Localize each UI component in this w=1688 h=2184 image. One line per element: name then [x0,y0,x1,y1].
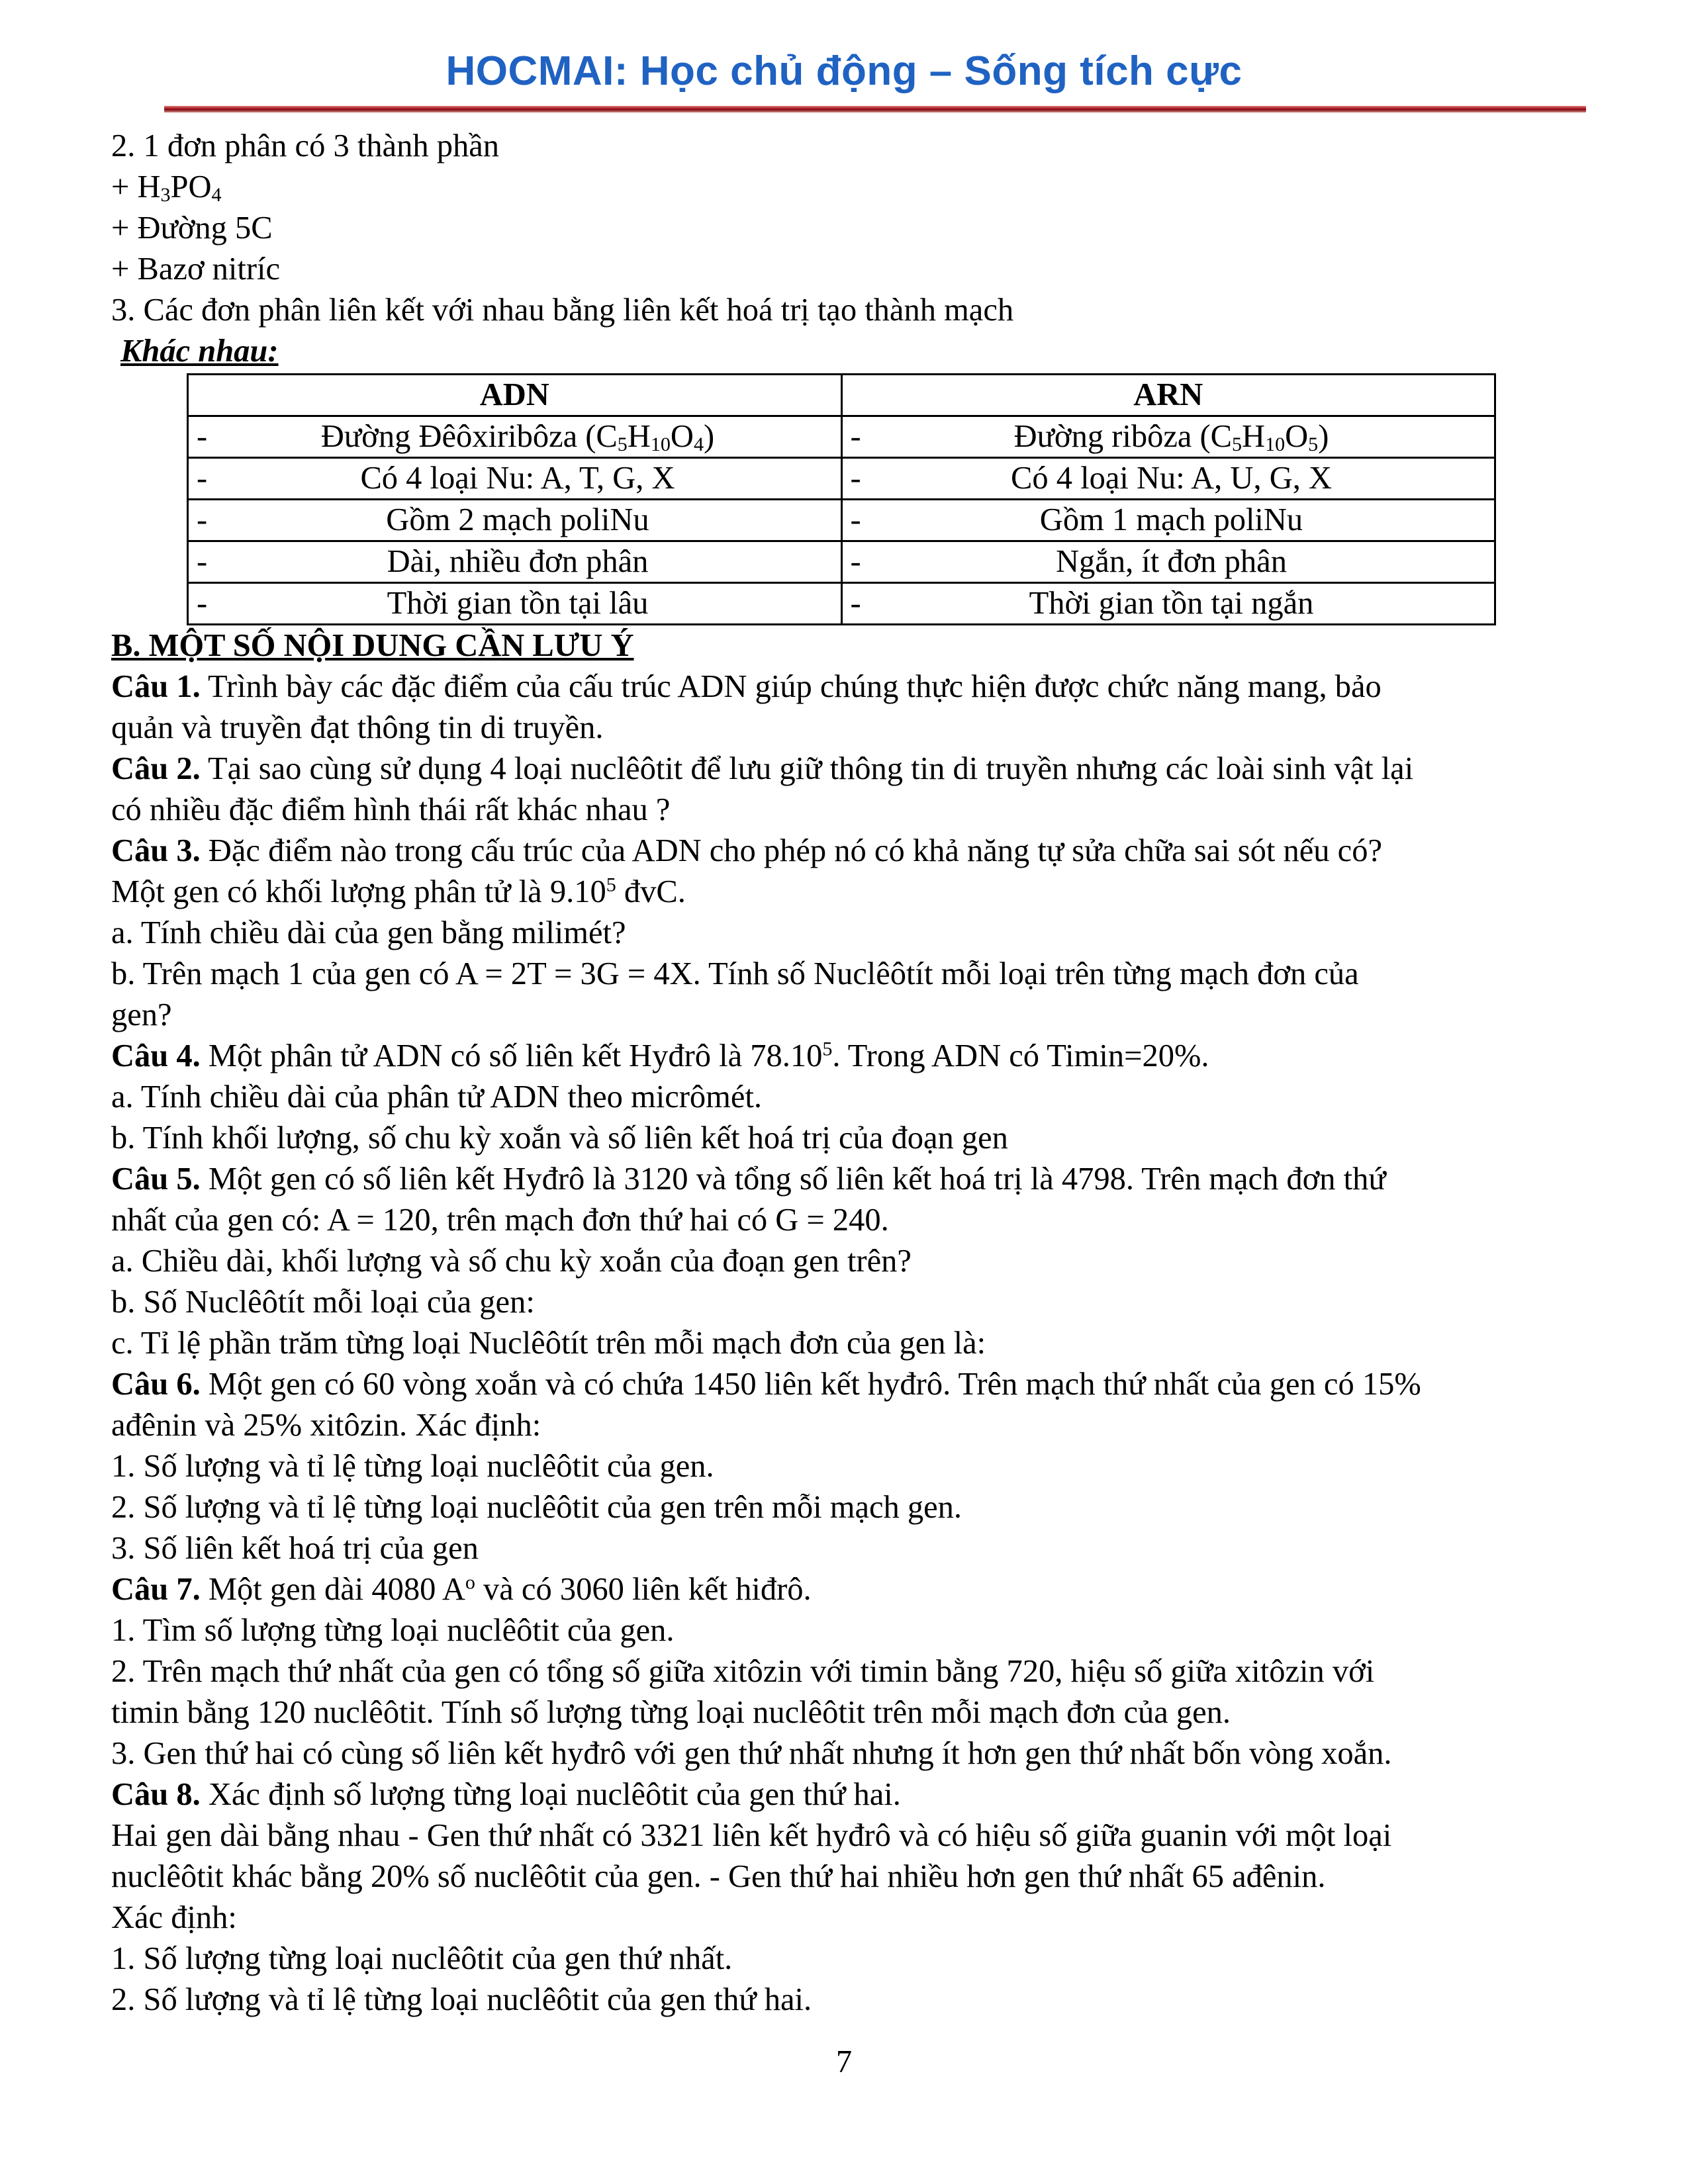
table-cell-arn: - Gồm 1 mạch poliNu [841,500,1495,541]
table-cell-arn: - Thời gian tồn tại ngắn [841,583,1495,625]
question-5-c: c. Tỉ lệ phần trăm từng loại Nuclêôtít trên mỗi mạch đơn của gen là: [111,1326,986,1361]
table-row [188,416,1495,458]
table-cell-adn: - Gồm 2 mạch poliNu [188,500,842,541]
table-header-arn: ARN [841,375,1495,416]
khac-nhau-heading: Khác nhau: [120,334,279,369]
table-cell-arn: - Ngắn, ít đơn phân [841,541,1495,583]
table-cell-adn: - Đường Đêôxiribôza $(C_5H_{10}O_4)$ [188,416,842,458]
intro-line-base: + Bazơ nitríc [111,251,281,287]
table-row [188,458,1495,500]
question-6-item-3: 3. Số liên kết hoá trị của gen [111,1531,479,1566]
question-4: Câu 4. Một phân tử ADN có số liên kết Hyđrô là 78.10$^5$. Trong ADN có Timin=20%. [111,1037,1209,1073]
question-3-mass: Một gen có khối lượng phân tử là 9.10$^5$ đvC. [111,873,686,909]
section-b-heading: B. MỘT SỐ NỘI DUNG CẦN LƯU Ý [111,628,634,663]
page-number: 7 [835,2044,853,2079]
question-6-cont: ađênin và 25% xitôzin. Xác định: [111,1408,541,1443]
table-header-adn: ADN [188,375,842,416]
question-4-a: a. Tính chiều dài của phân tử ADN theo micrômét. [111,1079,763,1115]
table-row [188,500,1495,541]
question-3: Câu 3. Đặc điểm nào trong cấu trúc của ADN cho phép nó có khả năng tự sửa chữa sai sót nếu có? [111,833,1382,868]
table-cell-adn: - Thời gian tồn tại lâu [188,583,842,625]
table-cell-adn: - Dài, nhiều đơn phân [188,541,842,583]
table-header-row [188,375,1495,416]
question-4-b: b. Tính khối lượng, số chu kỳ xoắn và số liên kết hoá trị của đoạn gen [111,1120,1008,1156]
question-8-para-1: Hai gen dài bằng nhau - Gen thứ nhất có 3321 liên kết hyđrô và có hiệu số giữa guanin với một loại [111,1818,1392,1853]
question-8-para-2: nuclêôtit khác bằng 20% số nuclêôtit của gen. - Gen thứ hai nhiều hơn gen thứ nhất 65 ađênin. [111,1859,1326,1894]
question-7-item-2: 2. Trên mạch thứ nhất của gen có tổng số giữa xitôzin với timin bằng 720, hiệu số giữa xitôzin với [111,1654,1375,1689]
table-cell-arn: - Đường ribôza $(C_5H_{10}O_5)$ [841,416,1495,458]
question-3-b-cont: gen? [111,997,172,1032]
table-row [188,583,1495,625]
question-7: Câu 7. Một gen dài 4080 $A^o$ và có 3060 liên kết hiđrô. [111,1570,812,1607]
question-5-cont: nhất của gen có: A = 120, trên mạch đơn thứ hai có G = 240. [111,1203,889,1238]
intro-line-3: 3. Các đơn phân liên kết với nhau bằng liên kết hoá trị tạo thành mạch [111,293,1014,328]
intro-line-1: 2. 1 đơn phân có 3 thành phần [111,128,499,163]
question-7-item-3: 3. Gen thứ hai có cùng số liên kết hyđrô với gen thứ nhất nhưng ít hơn gen thứ nhất bốn vòng xoắn. [111,1736,1392,1771]
question-8: Câu 8. Xác định số lượng từng loại nuclêôtit của gen thứ hai. [111,1777,901,1812]
intro-line-sugar: + Đường 5C [111,210,273,246]
question-7-item-1: 1. Tìm số lượng từng loại nuclêôtit của gen. [111,1613,675,1648]
table-row [188,541,1495,583]
question-1: Câu 1. Trình bày các đặc điểm của cấu trúc ADN giúp chúng thực hiện được chức năng mang, bảo [111,669,1382,704]
table-cell-adn: - Có 4 loại Nu: A, T, G, X [188,458,842,500]
formula-h3po4: + $H_3PO_4$ [111,169,222,206]
question-6: Câu 6. Một gen có 60 vòng xoắn và có chứa 1450 liên kết hyđrô. Trên mạch thứ nhất của gen có 15% [111,1367,1421,1402]
comparison-table [187,373,1496,625]
document-body [111,126,1582,2021]
question-8-para-3: Xác định: [111,1900,237,1935]
question-5-b: b. Số Nuclêôtít mỗi loại của gen: [111,1285,535,1320]
question-5: Câu 5. Một gen có số liên kết Hyđrô là 3120 và tổng số liên kết hoá trị là 4798. Trên mạch đơn thứ [111,1161,1386,1197]
table-cell-arn: - Có 4 loại Nu: A, U, G, X [841,458,1495,500]
page-header-title: HOCMAI: Học chủ động – Sống tích cực [445,48,1243,94]
question-3-b: b. Trên mạch 1 của gen có A = 2T = 3G = 4X. Tính số Nuclêôtít mỗi loại trên từng mạch đơn của [111,956,1359,991]
question-8-item-2: 2. Số lượng và tỉ lệ từng loại nuclêôtit của gen thứ hai. [111,1982,812,2017]
header-divider [164,106,1586,113]
question-1-cont: quản và truyền đạt thông tin di truyền. [111,710,604,745]
question-2: Câu 2. Tại sao cùng sử dụng 4 loại nuclêôtit để lưu giữ thông tin di truyền nhưng các loài sinh vật lại [111,751,1414,786]
question-3-a: a. Tính chiều dài của gen bằng milimét? [111,915,626,950]
question-7-item-2-cont: timin bằng 120 nuclêôtit. Tính số lượng từng loại nuclêôtit trên mỗi mạch đơn của gen. [111,1695,1231,1730]
question-2-cont: có nhiều đặc điểm hình thái rất khác nhau ? [111,792,671,827]
question-6-item-2: 2. Số lượng và tỉ lệ từng loại nuclêôtit của gen trên mỗi mạch gen. [111,1490,962,1525]
question-6-item-1: 1. Số lượng và tỉ lệ từng loại nuclêôtit của gen. [111,1449,714,1484]
question-5-a: a. Chiều dài, khối lượng và số chu kỳ xoắn của đoạn gen trên? [111,1244,912,1279]
question-8-item-1: 1. Số lượng từng loại nuclêôtit của gen thứ nhất. [111,1941,733,1976]
